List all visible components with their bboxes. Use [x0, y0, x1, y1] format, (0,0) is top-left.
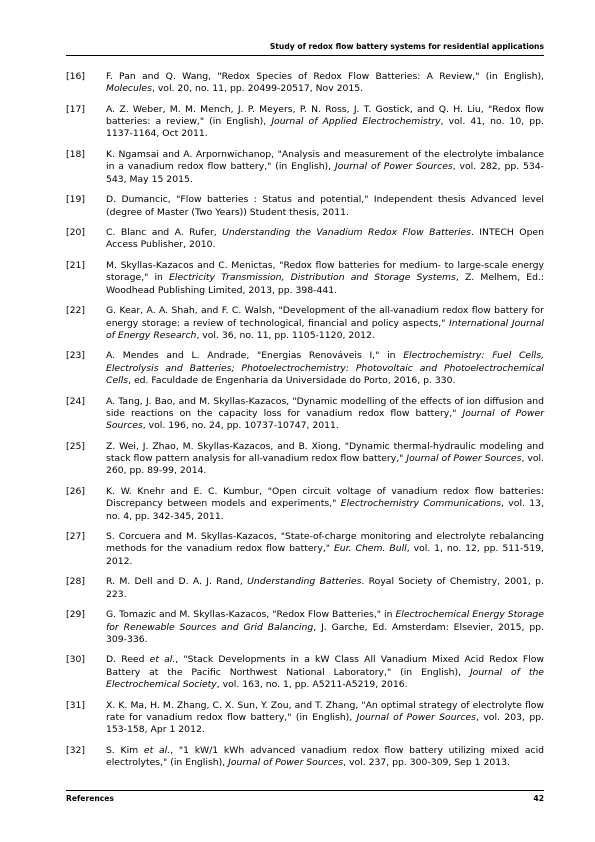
reference-segment: , vol. 1, no. 12, pp. 511-519, 2012.	[106, 543, 544, 567]
reference-italic-segment: Electrochemistry: Fuel Cells, Electrolysis and Batteries; Photoelectrochemistry: Photovoltaic and Photoelectrochemical Cells	[106, 350, 545, 387]
reference-italic-segment: et al.	[143, 744, 171, 756]
reference-segment: , "1 kW/1 kWh advanced vanadium redox flow battery utilizing mixed acid electrolytes," (in English),	[106, 744, 545, 769]
reference-segment: A. Tang, J. Bao, and M. Skyllas-Kazacos, "Dynamic modelling of the effects of ion diffusion and side reactions on the capacity loss for vanadium redox flow battery,"	[106, 395, 544, 419]
reference-italic-segment: Journal of Power Sources	[228, 757, 344, 769]
reference-number: [27]	[66, 531, 85, 543]
reference-entry	[66, 71, 544, 96]
reference-number: [24]	[66, 395, 85, 407]
reference-segment: A. Z. Weber, M. M. Mench, J. P. Meyers, P. N. Ross, J. T. Gostick, and Q. H. Liu, "Redox flow batteries: a review," (in English),	[106, 103, 544, 128]
reference-entry	[66, 194, 544, 219]
reference-segment: D. Reed	[106, 654, 150, 666]
reference-text	[106, 654, 544, 691]
reference-italic-segment: Molecules	[106, 83, 152, 95]
reference-segment: , vol. 163, no. 1, pp. A5211-A5219, 2016.	[216, 679, 408, 691]
reference-list	[66, 71, 544, 778]
reference-text	[106, 194, 544, 219]
header-title: Study of redox flow battery systems for residential applications	[269, 42, 544, 51]
reference-segment: C. Blanc and A. Rufer,	[106, 227, 223, 239]
reference-segment: , vol. 36, no. 11, pp. 1105-1120, 2012.	[196, 329, 375, 341]
reference-number: [31]	[66, 699, 85, 711]
reference-text	[106, 576, 544, 601]
reference-text	[106, 441, 544, 478]
reference-italic-segment: Journal of the Electrochemical Society	[106, 666, 544, 691]
reference-number: [29]	[66, 609, 85, 621]
reference-segment: , ed. Faculdade de Engenharia da Universidade do Porto, 2016, p. 330.	[128, 375, 456, 387]
reference-segment: D. Dumancic, "Flow batteries : Status and potential," Independent thesis Advanced level (degree of Master (Two Years)) Student thesis, 2011.	[106, 194, 544, 218]
reference-text	[106, 305, 544, 342]
reference-segment: , vol. 203, pp. 153-158, Apr 1 2012.	[106, 711, 545, 736]
reference-text	[106, 227, 544, 252]
reference-segment: M. Skyllas-Kazacos and C. Menictas, "Redox flow batteries for medium- to large-scale energy storage," in	[106, 260, 544, 284]
reference-number: [16]	[66, 71, 85, 82]
reference-entry	[66, 654, 544, 691]
reference-italic-segment: Journal of Applied Electrochemistry	[271, 116, 441, 128]
reference-text	[106, 104, 544, 141]
reference-number: [32]	[66, 744, 85, 756]
reference-number: [19]	[66, 194, 85, 206]
reference-segment: K. W. Knehr and E. C. Kumbur, "Open circuit voltage of vanadium redox flow batteries: Discrepancy between models and experiments,"	[106, 485, 544, 510]
footer-section: References	[66, 794, 114, 803]
reference-text	[106, 745, 544, 770]
reference-text	[106, 396, 544, 433]
reference-entry	[66, 305, 544, 342]
reference-entry	[66, 260, 544, 297]
reference-italic-segment: International Journal of Energy Research	[106, 317, 544, 341]
reference-entry	[66, 531, 544, 568]
reference-number: [21]	[66, 260, 85, 272]
reference-entry	[66, 609, 544, 646]
reference-entry	[66, 441, 544, 478]
reference-segment: , Z. Melhem, Ed.: Woodhead Publishing Limited, 2013, pp. 398-441.	[106, 272, 545, 296]
reference-entry	[66, 350, 544, 387]
reference-text	[106, 531, 544, 568]
reference-segment: , vol. 196, no. 24, pp. 10737-10747, 2011.	[142, 420, 339, 432]
reference-text	[106, 486, 544, 523]
reference-segment: , vol. 20, no. 11, pp. 20499-20517, Nov 2015.	[151, 83, 364, 95]
reference-text	[106, 149, 544, 186]
reference-segment: K. Ngamsai and A. Arpornwichanop, "Analysis and measurement of the electrolyte imbalance in a vanadium redox flow battery," (in English),	[106, 149, 544, 173]
reference-italic-segment: Electrochemical Energy Storage for Renewable Sources and Grid Balancing	[106, 609, 544, 633]
reference-italic-segment: Electrochemistry Communications	[340, 498, 502, 510]
reference-italic-segment: Journal of Power Sources	[106, 407, 544, 432]
page-number: 42	[533, 794, 544, 803]
reference-entry	[66, 486, 544, 523]
reference-segment: Z. Wei, J. Zhao, M. Skyllas-Kazacos, and B. Xiong, "Dynamic thermal-hydraulic modeling and stack flow pattern analysis for all-vanadium redox flow battery,"	[106, 440, 544, 465]
page-footer	[66, 790, 544, 803]
reference-segment: A. Mendes and L. Andrade, "Energias Renováveis I," in	[106, 350, 404, 362]
reference-entry	[66, 396, 544, 433]
reference-segment: . Royal Society of Chemistry, 2001, p. 223.	[106, 576, 544, 600]
reference-number: [18]	[66, 149, 85, 161]
reference-entry	[66, 576, 544, 601]
reference-number: [23]	[66, 350, 85, 362]
reference-segment: , vol. 260, pp. 89-99, 2014.	[106, 453, 544, 477]
reference-text	[106, 260, 544, 297]
reference-segment: S. Corcuera and M. Skyllas-Kazacos, "State-of-charge monitoring and electrolyte rebalancing methods for the vanadium redox flow battery,"	[106, 531, 544, 555]
reference-italic-segment: Understanding Batteries	[247, 576, 362, 588]
reference-text	[106, 700, 544, 737]
reference-number: [20]	[66, 227, 85, 239]
reference-entry	[66, 104, 544, 141]
reference-segment: , vol. 282, pp. 534-543, May 15 2015.	[106, 161, 544, 185]
reference-text	[106, 71, 544, 96]
reference-segment: F. Pan and Q. Wang, "Redox Species of Redox Flow Batteries: A Review," (in English),	[106, 71, 544, 82]
reference-segment: G. Kear, A. A. Shah, and F. C. Walsh, "Development of the all-vanadium redox flow battery for energy storage: a review of technological, financial and policy aspects,"	[106, 305, 544, 329]
reference-number: [25]	[66, 440, 85, 452]
reference-segment: , vol. 13, no. 4, pp. 342-345, 2011.	[106, 498, 545, 522]
reference-text	[106, 609, 544, 646]
reference-italic-segment: et al.	[149, 654, 176, 666]
reference-italic-segment: Journal of Power Sources	[406, 453, 522, 465]
reference-italic-segment: Eur. Chem. Bull	[333, 543, 407, 555]
reference-segment: , "Stack Developments in a kW Class All Vanadium Mixed Acid Redox Flow Battery at the Pacific Northwest National Laboratory," (in English),	[106, 654, 544, 678]
reference-number: [22]	[66, 305, 85, 317]
reference-segment: S. Kim	[106, 744, 144, 756]
reference-segment: G. Tomazic and M. Skyllas-Kazacos, "Redox Flow Batteries," in	[106, 609, 396, 621]
reference-number: [17]	[66, 103, 85, 115]
reference-segment: , vol. 237, pp. 300-309, Sep 1 2013.	[343, 757, 510, 769]
reference-italic-segment: Understanding the Vanadium Redox Flow Batteries	[222, 227, 471, 239]
reference-italic-segment: Journal of Power Sources	[334, 161, 453, 173]
reference-italic-segment: Journal of Power Sources	[356, 711, 476, 723]
reference-number: [26]	[66, 485, 85, 497]
reference-italic-segment: Electricity Transmission, Distribution and Storage Systems	[169, 272, 456, 284]
reference-number: [30]	[66, 654, 85, 666]
reference-entry	[66, 149, 544, 186]
reference-segment: , vol. 41, no. 10, pp. 1137-1164, Oct 2011.	[106, 116, 544, 140]
reference-number: [28]	[66, 576, 85, 588]
reference-segment: , J. Garche, Ed. Amsterdam: Elsevier, 2015, pp. 309-336.	[106, 621, 544, 645]
reference-segment: . INTECH Open Access Publisher, 2010.	[106, 227, 544, 251]
reference-entry	[66, 227, 544, 252]
reference-entry	[66, 745, 544, 770]
reference-text	[106, 350, 544, 387]
reference-entry	[66, 700, 544, 737]
reference-segment: R. M. Dell and D. A. J. Rand,	[106, 576, 248, 588]
reference-segment: X. K. Ma, H. M. Zhang, C. X. Sun, Y. Zou, and T. Zhang, "An optimal strategy of electrolyte flow rate for vanadium redox flow battery," (in English),	[106, 699, 544, 723]
running-header	[66, 42, 544, 56]
